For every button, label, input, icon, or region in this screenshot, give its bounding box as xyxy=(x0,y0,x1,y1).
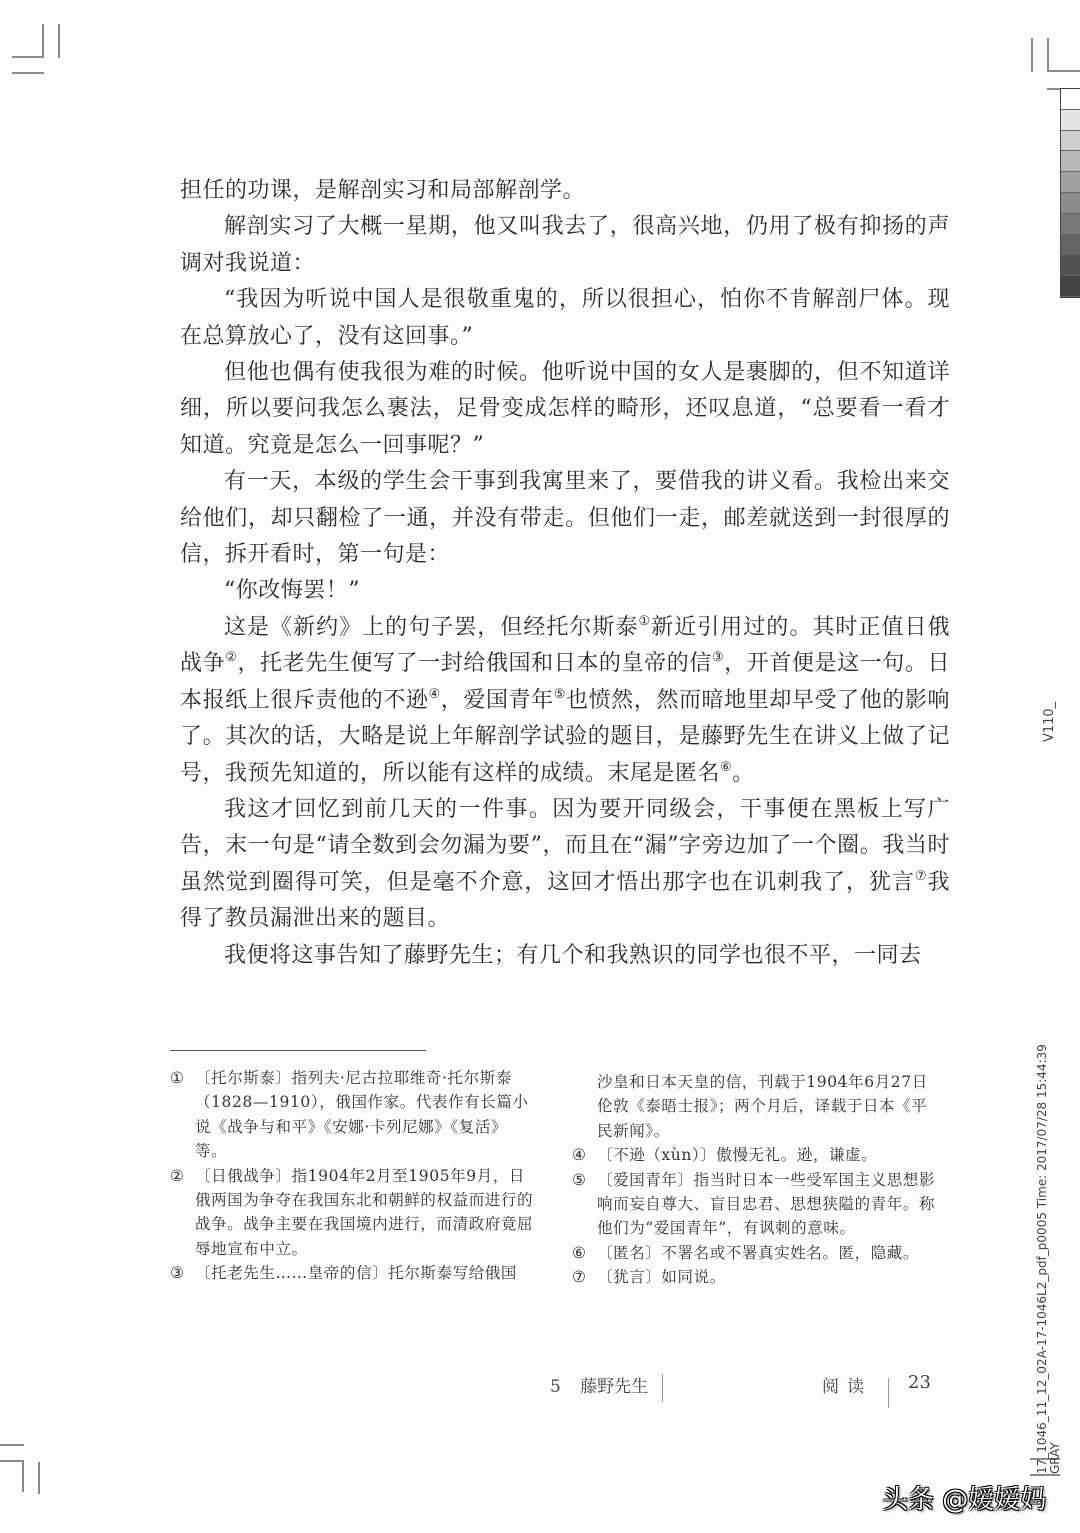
crop-mark xyxy=(22,1460,24,1492)
footnote-marker[interactable]: ⑥ xyxy=(720,759,733,775)
section-label: 阅读 xyxy=(822,1377,872,1397)
paragraph xyxy=(180,209,950,282)
footnote-text: 沙皇和日本天皇的信，刊载于1904年6月27日伦敦《泰晤士报》；两个月后，译载于日本《平民新闻》。 xyxy=(597,1073,928,1140)
footnote xyxy=(572,1143,937,1167)
paragraph xyxy=(180,573,950,609)
crop-mark xyxy=(42,24,44,58)
paragraph xyxy=(180,792,950,938)
running-footer-chapter xyxy=(550,1372,648,1397)
footnote-marker[interactable]: ④ xyxy=(428,686,441,702)
gray-scale-step xyxy=(1061,89,1080,110)
paragraph-text: 解剖实习了大概一星期，他又叫我去了，很高兴地，仍用了极有抑扬的声调对我说道： xyxy=(180,214,950,276)
footnote xyxy=(572,1070,937,1143)
paragraph-text: 我便将这事告知了藤野先生；有几个和我熟识的同学也很不平，一同去 xyxy=(224,942,922,968)
crop-mark xyxy=(1030,1474,1060,1476)
footnote-text: 〔爱国青年〕指当时日本一些受军国主义思想影响而妄自尊大、盲目忠君、思想狭隘的青年。称他们为“爱国青年”，有讽刺的意味。 xyxy=(597,1170,936,1238)
footnote-number: ⑤ xyxy=(572,1170,587,1189)
footnote-number: ⑦ xyxy=(572,1268,587,1287)
footnote-number: ⑥ xyxy=(572,1243,587,1262)
footnote-text: 〔托尔斯泰〕指列夫·尼古拉耶维奇·托尔斯泰（1828—1910），俄国作家。代表作有长篇小说《战争与和平》《安娜·卡列尼娜》《复活》等。 xyxy=(195,1069,529,1161)
chapter-number: 5 xyxy=(550,1377,561,1397)
paragraph-text: 我这才回忆到前几天的一件事。因为要开同级会，干事便在黑板上写广告，末一句是“请全数到会勿漏为要”，而且在“漏”字旁边加了一个圈。我当时虽然觉到圈得可笑，但是毫不介意，这回才悟出那字也在讥刺我了，犹言 xyxy=(180,796,950,895)
crop-mark xyxy=(1047,88,1061,90)
color-mode: GRAY xyxy=(1048,1442,1062,1474)
crop-mark xyxy=(12,72,44,74)
file-info xyxy=(1036,1044,1062,1474)
footnote-text: 〔犹言〕如同说。 xyxy=(597,1268,726,1287)
body-text xyxy=(180,173,950,974)
paragraph-text: 我得了教员漏泄出来的题目。 xyxy=(180,869,950,932)
paragraph-text: ，开首便是这一句。日本报纸上很斥责他的不逊 xyxy=(180,651,950,713)
crop-mark xyxy=(1031,38,1033,72)
page-number: 23 xyxy=(908,1372,931,1393)
gray-scale-step xyxy=(1061,193,1080,214)
gray-scale-step xyxy=(1061,172,1080,193)
paragraph-text: 但他也偶有使我很为难的时候。他听说中国的女人是裹脚的，但不知道详细，所以要问我怎么裹法，足骨变成怎样的畸形，还叹息道，“总要看一看才知道。究竟是怎么一回事呢？” xyxy=(180,360,950,458)
file-info-text: 17_1046_11_12_02A-17-1046L2_pdf_p0005 Time: 2017/07/28 15:44:39 xyxy=(1035,1044,1049,1474)
gray-scale-step xyxy=(1061,276,1080,297)
footnote-text: 〔匿名〕不署名或不署真实姓名。匿，隐藏。 xyxy=(597,1243,920,1262)
paragraph xyxy=(180,355,950,464)
crop-mark xyxy=(58,24,60,58)
gray-scale-step xyxy=(1061,151,1080,172)
version-code: V110_ xyxy=(1042,701,1057,742)
paragraph-text: 这是《新约》上的句子罢，但经托尔斯泰 xyxy=(224,614,639,640)
crop-mark xyxy=(12,56,44,58)
paragraph-text: “我因为听说中国人是很敬重鬼的，所以很担心，怕你不肯解剖尸体。现在总算放心了，没有这回事。” xyxy=(180,287,950,349)
paragraph-text: 也愤然，然而暗地里却早受了他的影响了。其次的话，大略是说上年解剖学试验的题目，是藤野先生在讲义上做了记号，我预先知道的，所以能有这样的成绩。末尾是匿名 xyxy=(180,687,950,786)
paragraph-text: 担任的功课，是解剖实习和局部解剖学。 xyxy=(180,178,586,203)
footnote-marker[interactable]: ② xyxy=(225,650,238,666)
paragraph xyxy=(180,938,950,974)
footnote-marker[interactable]: ⑤ xyxy=(553,686,566,702)
footnote-number: ④ xyxy=(572,1146,587,1165)
footnote xyxy=(170,1066,535,1164)
crop-mark xyxy=(1047,38,1049,72)
footnote-text: 〔日俄战争〕指1904年2月至1905年9月，日俄两国为争夺在我国东北和朝鲜的权益而进行的战争。战争主要在我国境内进行，而清政府竟屈辱地宣布中立。 xyxy=(195,1166,534,1258)
footnotes-right-column xyxy=(572,1070,937,1290)
gray-scale-step xyxy=(1061,110,1080,131)
footnote xyxy=(170,1164,535,1262)
footnote-text: 〔托老先生……皇帝的信〕托尔斯泰写给俄国 xyxy=(195,1264,518,1283)
gray-scale-step xyxy=(1061,214,1080,235)
paragraph xyxy=(180,282,950,355)
footnote xyxy=(170,1261,535,1285)
paragraph-text: 新近引用过的。其时正值日俄战争 xyxy=(180,614,950,677)
footer-separator xyxy=(888,1378,889,1408)
footnote-marker[interactable]: ③ xyxy=(711,650,725,666)
footnote-number: ② xyxy=(170,1166,185,1185)
paragraph-text: ，托老先生便写了一封给俄国和日本的皇帝的信 xyxy=(237,651,712,677)
crop-mark xyxy=(0,1444,24,1446)
paragraph-text: 有一天，本级的学生会干事到我寓里来了，要借我的讲义看。我检出来交给他们，却只翻检了一通，并没有带走。但他们一走，邮差就送到一封很厚的信，拆开看时，第一句是： xyxy=(180,469,950,568)
gray-scale-step xyxy=(1061,235,1080,256)
gray-scale-bar xyxy=(1060,88,1080,298)
footnote-text: 〔不逊（xùn）〕傲慢无礼。逊，谦虚。 xyxy=(597,1146,878,1165)
crop-mark xyxy=(0,1460,24,1462)
footnote-marker[interactable]: ⑦ xyxy=(914,868,928,884)
footnote-number: ③ xyxy=(170,1264,185,1283)
paragraph xyxy=(180,610,950,792)
footnote-divider xyxy=(170,1050,426,1051)
crop-mark xyxy=(1047,70,1080,72)
paragraph xyxy=(180,173,950,209)
footnote-number: ① xyxy=(170,1069,185,1087)
footnote-marker[interactable]: ① xyxy=(638,613,652,629)
chapter-title: 藤野先生 xyxy=(580,1377,649,1397)
paragraph-text: ，爱国青年 xyxy=(440,687,554,713)
footnote xyxy=(572,1168,937,1241)
gray-scale-step xyxy=(1061,131,1080,152)
gray-scale-step xyxy=(1061,255,1080,276)
crop-mark xyxy=(38,1462,40,1494)
watermark: 头条 @嫒嫒妈 xyxy=(882,1485,1047,1515)
footnotes-left-column xyxy=(170,1066,535,1286)
footnote xyxy=(572,1241,937,1265)
paragraph-text: 。 xyxy=(732,760,755,786)
paragraph-text: “你改悔罢！” xyxy=(224,578,360,604)
footer-separator xyxy=(662,1374,663,1402)
paragraph xyxy=(180,464,950,573)
footnote xyxy=(572,1265,937,1289)
